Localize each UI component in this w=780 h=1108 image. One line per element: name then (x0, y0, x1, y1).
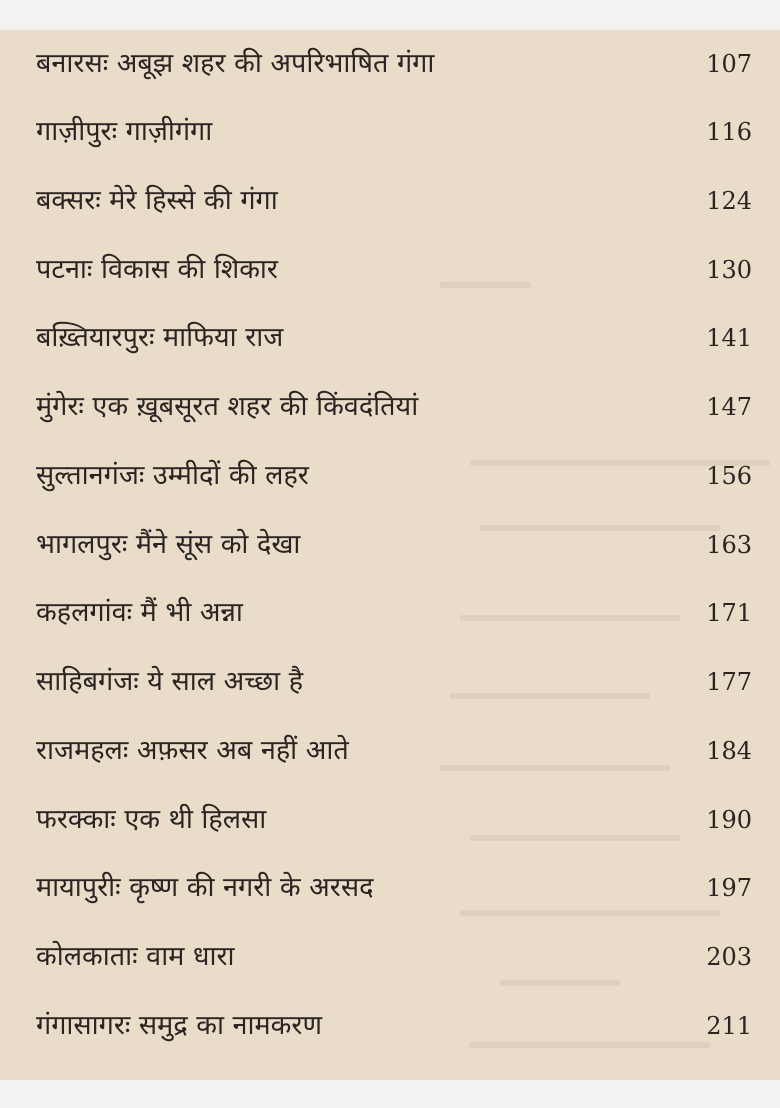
entry-page-number: 203 (706, 943, 752, 971)
entry-page-number: 124 (706, 187, 752, 215)
toc-entry (36, 593, 752, 633)
entry-title: कोलकाताः वाम धारा (36, 941, 235, 972)
toc-entry (36, 937, 752, 977)
entry-title: सुल्तानगंजः उम्मीदों की लहर (36, 460, 309, 491)
toc-entry (36, 525, 752, 565)
entry-title: मुंगेरः एक ख़ूबसूरत शहर की किंवदंतियां (36, 391, 419, 422)
entry-page-number: 116 (706, 118, 752, 146)
entry-page-number: 190 (706, 806, 752, 834)
entry-title: साहिबगंजः ये साल अच्छा है (36, 666, 304, 697)
entry-title: पटनाः विकास की शिकार (36, 254, 278, 285)
entry-title: गंगासागरः समुद्र का नामकरण (36, 1010, 322, 1041)
toc-entry (36, 1006, 752, 1046)
entry-title: बख़्तियारपुरः माफिया राज (36, 322, 284, 353)
toc-entry (36, 662, 752, 702)
entry-page-number: 197 (706, 874, 752, 902)
entry-title: बनारसः अबूझ शहर की अपरिभाषित गंगा (36, 48, 435, 79)
entry-title: गाज़ीपुरः गाज़ीगंगा (36, 116, 213, 147)
entry-title: कहलगांवः मैं भी अन्ना (36, 597, 243, 628)
toc-entry (36, 112, 752, 152)
toc-entry (36, 44, 752, 84)
entry-page-number: 130 (706, 256, 752, 284)
entry-title: राजमहलः अफ़सर अब नहीं आते (36, 735, 349, 766)
book-page (0, 30, 780, 1080)
entry-page-number: 141 (706, 324, 752, 352)
entry-title: बक्सरः मेरे हिस्से की गंगा (36, 185, 278, 216)
toc-entry (36, 250, 752, 290)
entry-page-number: 156 (706, 462, 752, 490)
toc-entry (36, 318, 752, 358)
entry-title: फरक्काः एक थी हिलसा (36, 804, 267, 835)
toc-entry (36, 731, 752, 771)
toc-entry (36, 800, 752, 840)
entry-title: मायापुरीः कृष्ण की नगरी के अरसद (36, 872, 374, 903)
table-of-contents (0, 30, 780, 1080)
toc-entry (36, 181, 752, 221)
entry-page-number: 211 (706, 1012, 752, 1040)
entry-title: भागलपुरः मैंने सूंस को देखा (36, 529, 301, 560)
entry-page-number: 163 (706, 531, 752, 559)
entry-page-number: 147 (706, 393, 752, 421)
entry-page-number: 184 (706, 737, 752, 765)
toc-entry (36, 868, 752, 908)
entry-page-number: 107 (706, 50, 752, 78)
toc-entry (36, 387, 752, 427)
toc-entry (36, 456, 752, 496)
entry-page-number: 171 (706, 599, 752, 627)
entry-page-number: 177 (706, 668, 752, 696)
